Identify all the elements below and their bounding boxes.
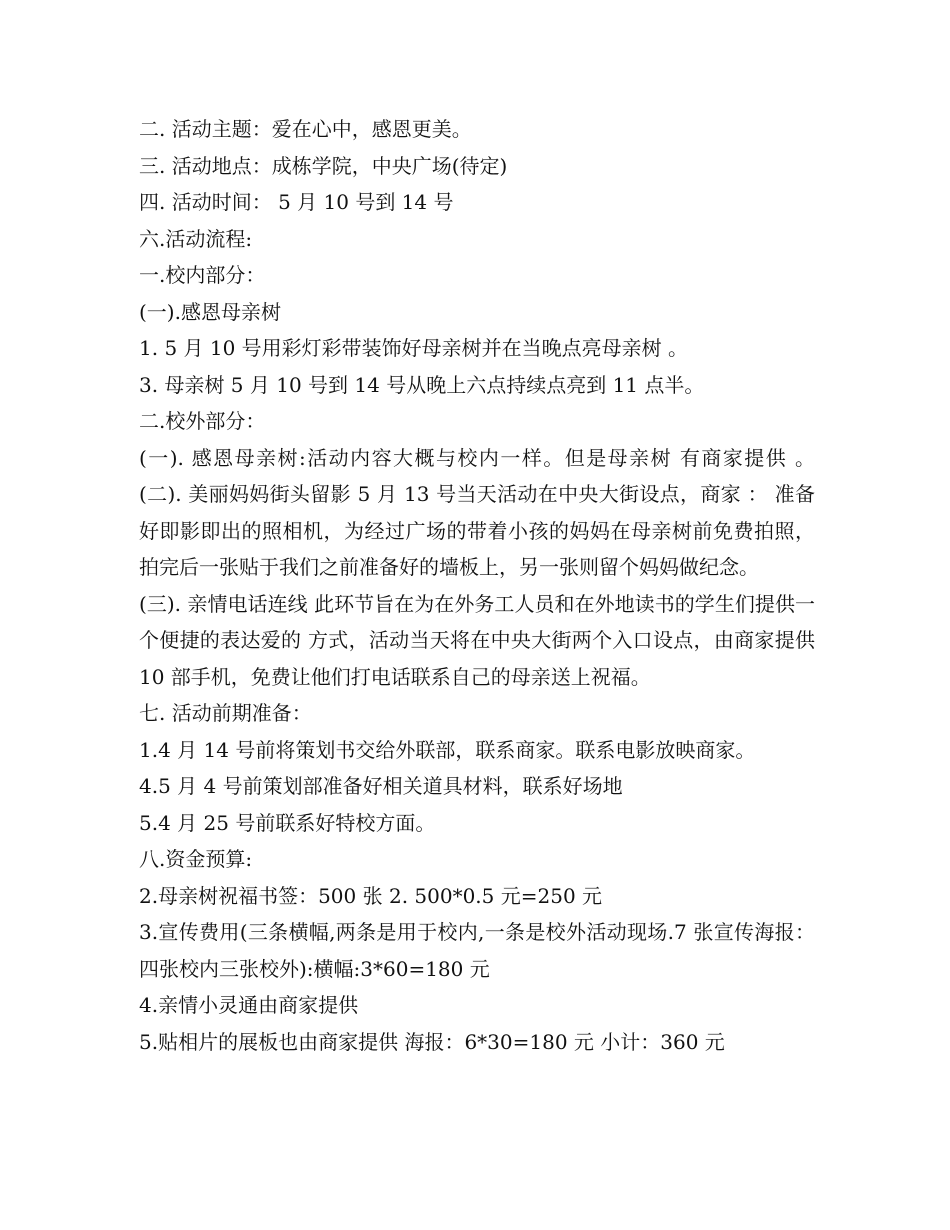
document-body — [139, 111, 815, 1060]
activity-location-line: 三. 活动地点：成栋学院，中央广场(待定) — [139, 153, 508, 178]
activity-theme-line: 二. 活动主题：爱在心中，感恩更美。 — [139, 117, 472, 141]
budget-item-4: 4.亲情小灵通由商家提供 — [139, 993, 359, 1017]
budget-heading: 八.资金预算: — [139, 847, 253, 871]
preparation-item-1: 1.4 月 14 号前将策划书交给外联部，联系商家。联系电影放映商家。 — [139, 737, 756, 762]
mother-tree-heading: (一).感恩母亲树 — [139, 299, 281, 324]
budget-item-2: 2.母亲树祝福书签：500 张 2. 500*0.5 元=250 元 — [139, 883, 603, 908]
budget-item-5: 5.贴相片的展板也由商家提供 海报：6*30=180 元 小计：360 元 — [139, 1029, 725, 1054]
off-campus-paragraph-2: (三). 亲情电话连线 此环节旨在为在外务工人员和在外地读书的学生们提供一个便捷的表达爱的 方式，活动当天将在中央大街两个入口设点，由商家提供 10 部手机，免费让他们打电话联系自己的母亲送上祝福。 — [139, 591, 815, 689]
off-campus-paragraph-1: (一). 感恩母亲树:活动内容大概与校内一样。但是母亲树 有商家提供 。 (二). 美丽妈妈街头留影 5 月 13 号当天活动在中央大街设点，商家 ： 准备好即影即出的照相机，为经过广场的带着小孩的妈妈在母亲树前免费拍照， 拍完后一张贴于我们之前准备好的墙板上，另一张则留个妈妈做纪念。 — [139, 445, 815, 579]
off-campus-heading: 二.校外部分： — [139, 409, 266, 433]
on-campus-heading: 一.校内部分： — [139, 263, 266, 287]
on-campus-item-3: 3. 母亲树 5 月 10 号到 14 号从晚上六点持续点亮到 11 点半。 — [139, 372, 705, 397]
budget-item-3: 3.宣传费用(三条横幅,两条是用于校内,一条是校外活动现场.7 张宣传海报： 四张校内三张校外):横幅:3*60=180 元 — [139, 920, 815, 981]
on-campus-item-1: 1. 5 月 10 号用彩灯彩带装饰好母亲树并在当晚点亮母亲树 。 — [139, 336, 689, 360]
activity-process-heading: 六.活动流程: — [139, 226, 253, 251]
preparation-item-4: 4.5 月 4 号前策划部准备好相关道具材料，联系好场地 — [139, 774, 623, 798]
activity-time-line: 四. 活动时间： 5 月 10 号到 14 号 — [139, 190, 454, 214]
preparation-heading: 七. 活动前期准备： — [139, 701, 312, 725]
preparation-item-5: 5.4 月 25 号前联系好特校方面。 — [139, 810, 436, 835]
